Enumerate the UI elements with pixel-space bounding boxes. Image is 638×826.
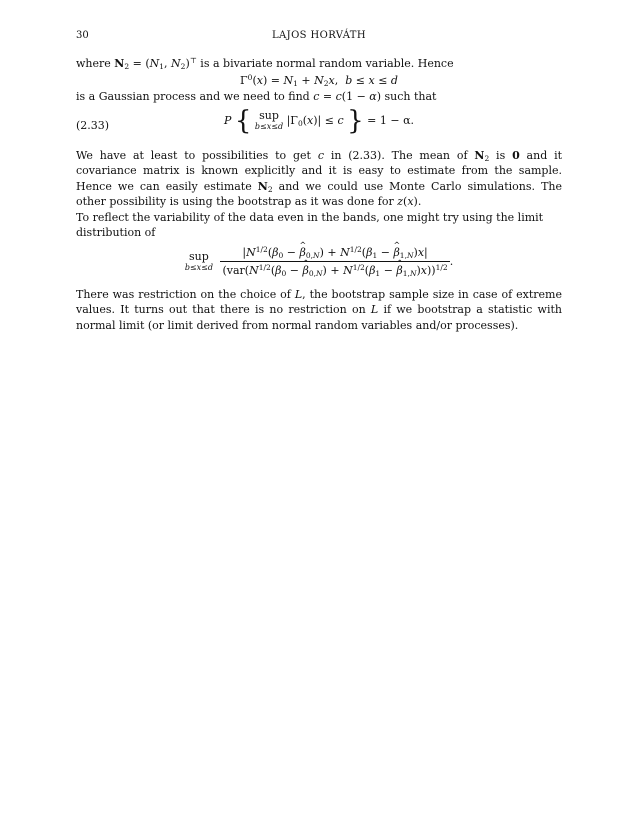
equation-2-33: (2.33) P { sup b≤x≤d $|\Gamma_0(x)| \le c$ } = 1 − α. xyxy=(76,105,415,136)
equation-number: (2.33) xyxy=(76,118,110,132)
probability-rhs: = 1 − α. xyxy=(367,113,415,127)
paragraph-4: To reflect the variability of the data even in the bands, one might try using the limit distribution of xyxy=(76,210,544,239)
page-number: 30 xyxy=(76,30,89,41)
running-author: LAJOS HORVÁTH xyxy=(272,30,366,41)
equation-sup-ratio: sup b≤x≤d $\frac{|N^{1/2}(\beta_0 - \^{} \beta_{0,N}) + N^{1/2}(\beta_1 - \^{} \beta_{1,N})x|}{(var(N^{1/2}(\beta_0 - \^{} \beta_{0,N}) + N^{1/2}(\beta_1 - \^{} \beta_{1,N})x))^{1/2}}$ . xyxy=(76,243,562,281)
paragraph-3: We have at least to possibilities to get c in (2.33). The mean of $N_2$ is 0 and it covariance matrix is known explicitly and it is easy to estimate from the sample. Hence we can easily estimate $N_2$ and we could use Monte Carlo simulations. The other possibility is using the bootstrap as it was done for z(x). xyxy=(76,148,563,208)
body-text xyxy=(76,56,562,333)
equation-gamma-process: $\Gamma^0(x) = N_1 + N_2x$, b ≤ x ≤ d xyxy=(240,72,398,88)
running-header xyxy=(76,30,562,44)
paragraph-5: There was restriction on the choice of L, the bootstrap sample size in case of extreme values. It turns out that there is no restriction on L if we bootstrap a statistic with normal limit (or limit derived from normal random variables and/or processes). xyxy=(76,287,562,332)
paragraph-2: is a Gaussian process and we need to find c = c(1 − α) such that xyxy=(76,90,437,103)
paragraph-1: where $N_2 = (N_1$, $N_2)^⊤$ is a bivariate normal random variable. Hence xyxy=(76,56,454,71)
